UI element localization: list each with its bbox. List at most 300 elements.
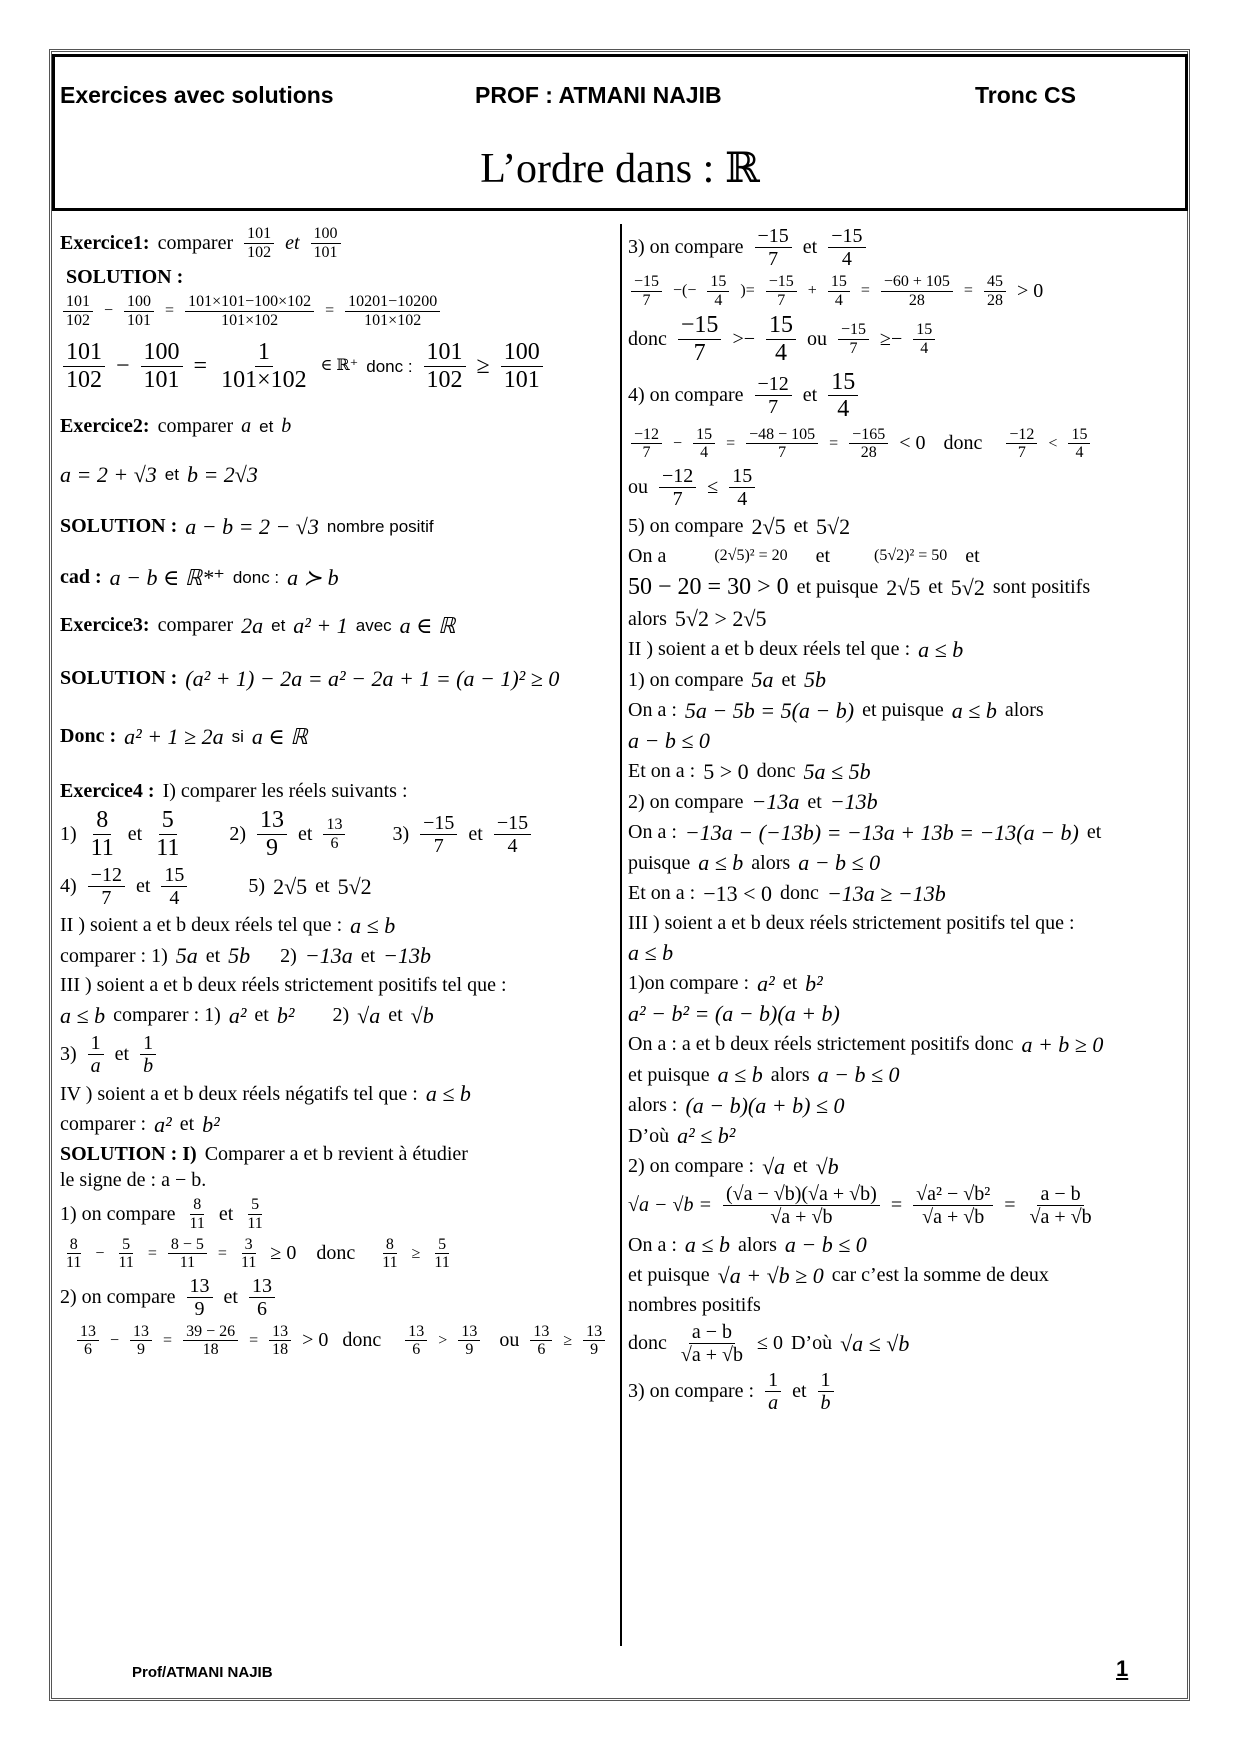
ex4-5b: 5√2 [337,873,372,899]
r3-gt: > 0 [1016,279,1044,302]
rIII-cond: a ≤ b [628,940,674,966]
frac [269,1323,291,1359]
ex4-III-compare [60,1002,620,1030]
rII-ona2 [628,819,1180,847]
donc3-label: Donc : [60,724,117,747]
sol3-expr: (a² + 1) − 2a = a² − 2a + 1 = (a − 1)² ≥ 0 [185,666,560,692]
frac-num: 45 [984,273,1006,292]
frac-den: 101 [143,366,180,393]
frac-den: 9 [465,1341,474,1359]
frac-den: 11 [179,1254,196,1272]
rIII-alors2-label: alors : [628,1094,678,1117]
frac [244,1196,265,1232]
ex4-III-sb: √b [410,1002,434,1028]
frac-num: 5 [119,1236,133,1255]
rIII-alors: alors [770,1063,810,1086]
frac-den: 9 [194,1297,205,1320]
frac-num: 101 [424,339,466,366]
frac-den: 11 [382,1254,398,1272]
frac [984,273,1006,309]
frac [881,273,953,309]
frac-den: 4 [920,339,929,357]
s1-ge: ≥ 0 [270,1242,297,1265]
ex1-calc-frac [501,339,543,393]
ex4-item-3: 3) [392,822,410,845]
frac-num: 15 [729,465,755,488]
frac-num: 8 [383,1236,397,1255]
frac-den: 4 [507,834,518,857]
frac-den: 4 [1075,444,1084,462]
rII-5: 5 > 0 [703,758,749,784]
frac [238,1236,259,1272]
rIII-cond: a ≤ b [684,1232,730,1258]
donc3-expr: a² + 1 ≥ 2a [124,723,224,749]
frac [115,1236,136,1272]
et: et [388,1004,403,1027]
frac [494,812,531,857]
ex1-calc-frac [63,339,105,393]
frac-den: 7 [642,291,651,309]
rII-amb-expr: a − b ≤ 0 [628,728,710,754]
rIII-ona-text: On a : a et b deux réels strictement positifs donc [628,1033,1014,1056]
rIII-cond: a ≤ b [717,1062,763,1088]
ex2-statement [60,413,620,439]
ex4-row1 [60,807,620,861]
rII-puisque2 [628,849,1180,877]
ex4-III [60,973,620,999]
rII-cond: a ≤ b [951,697,997,723]
frac-den: √a + √b [922,1206,985,1229]
ex3-2a: 2a [241,612,264,638]
frac-num: 15 [707,273,729,292]
ex1-frac2 [311,225,341,261]
header-right: Tronc CS [975,82,1076,108]
ex4-5a: 2√5 [273,873,308,899]
frac [755,225,792,270]
ex4-III-3 [60,1032,620,1077]
rIII-amb: a − b ≤ 0 [817,1062,900,1088]
r4-ou: ou $\frac{-12}{7}$ ≤ $\frac{15}{4}$ [628,465,1180,510]
page-number: 1 [1116,1656,1129,1681]
frac [420,812,457,857]
frac [707,273,729,309]
r5-alors [628,605,1180,633]
r4-line [628,369,1180,423]
et: et [315,874,330,897]
rII-1 [628,666,1180,694]
rII-ona [628,697,1180,725]
frac-num: 15 [693,426,715,445]
rIII-nombres: nombres positifs [628,1293,761,1316]
frac [1026,1183,1094,1228]
frac-num: −12 [659,465,696,488]
rIII-dou [628,1122,1180,1150]
ex1-calc-frac [63,293,93,329]
frac [913,321,935,357]
rII-donc: donc [756,760,796,783]
frac-den: 101×102 [221,311,279,329]
rII-text: II ) soient a et b deux réels tel que : [628,638,911,661]
sol2-note: nombre positif [326,516,434,536]
rIII-ona2 [628,1231,1180,1259]
s2-calc: $\frac{13}{6}$ − $\frac{13}{9}$ = $\frac{39 - 26}{18}$ = $\frac{13}{18}$ > 0 donc $\frac{13}{6}$ > $\frac{13}{9}$ ou $\frac{13}{6}$ ≥ $\frac{13}{9}$ [60,1323,620,1359]
r5-alors-label: alors [628,607,667,630]
rIII-2 [628,1153,1180,1181]
frac-den: 6 [330,834,339,852]
frac-num: −12 [631,426,662,445]
frac-num: −15 [494,812,531,835]
frac-den: 11 [156,834,180,861]
frac [729,465,755,510]
frac-den: 18 [272,1341,289,1359]
ex2-def-et: et [164,465,179,485]
ex3-label: Exercice3: [60,613,150,636]
frac [257,807,287,861]
frac-num: 100 [124,293,154,312]
sol2-expr: a − b = 2 − √3 [185,513,319,539]
ex4-III-cond: a ≤ b [60,1002,106,1028]
spacer [60,595,620,609]
rII-1b: 5b [803,667,826,693]
ex4-label: Exercice4 : [60,779,155,802]
rII-res1: 5a ≤ 5b [803,758,871,784]
frac-den: 6 [412,1341,421,1359]
rIII-apb: a + b ≥ 0 [1021,1031,1104,1057]
frac [63,1236,84,1272]
ex2-a: a [241,414,252,437]
frac-den: 7 [433,834,444,857]
frac-num: −165 [849,426,888,445]
frac-num: 1 [88,1032,104,1055]
frac-den: 7 [777,291,786,309]
frac-num: 13 [269,1323,291,1342]
frac [130,1323,152,1359]
rII-ona-label: On a : [628,699,677,722]
donc3-si: si [231,726,244,746]
frac-den: √a + √b [770,1206,833,1229]
et: et [179,1113,195,1136]
frac-den: 18 [202,1341,219,1359]
ex4-III-text: III ) soient a et b deux réels strictement positifs tel que : [60,974,507,997]
rII-2 [628,788,1180,816]
frac [88,1032,104,1077]
rIII-3 [628,1369,1180,1414]
rII-ona2-label: On a : [628,821,677,844]
r5-a: 2√5 [751,513,786,539]
frac-num: 100 [311,225,341,244]
frac-num: 100 [141,339,183,366]
et: et [802,236,818,258]
ex1-text: comparer [157,231,234,254]
rIII-res: a² ≤ b² [677,1123,736,1149]
rIII-eq-line [628,1000,1180,1028]
ex4-II [60,912,620,940]
ex1-et: et [285,231,300,254]
frac-den: 7 [849,339,858,357]
rII-eton-label: Et on a : [628,760,696,783]
rIII-3-label: 3) on compare : [628,1380,755,1403]
frac-den: 28 [860,444,877,462]
rIII-sa: √a [762,1153,786,1179]
ex4-IV-compare [60,1111,620,1139]
et: et [782,972,798,995]
rIII-alors2 [628,1092,1180,1120]
frac-num: 1 [765,1369,781,1392]
ex2-text: comparer [157,414,234,437]
ex1-calc-frac [345,293,440,329]
ex3-statement [60,612,620,640]
ex4-statement [60,778,620,804]
s1-label: 1) on compare [60,1203,176,1226]
ex4-III-sa: √a [357,1002,381,1028]
ex2-def-b: b = 2√3 [186,462,258,488]
frac [140,1032,156,1077]
r5-diff: 50 − 20 = 30 > 0 [628,574,789,601]
frac [530,1323,552,1359]
sol3-line [60,665,620,693]
frac [913,1183,993,1228]
frac [183,1323,238,1359]
footer-author: Prof/ATMANI NAJIB [132,1664,273,1681]
frac-num: −15 [678,312,722,339]
r5-l3 [628,572,1180,602]
frac [766,273,797,309]
frac-num: 5 [435,1236,449,1255]
frac-den: 102 [426,366,463,393]
ex1-statement [60,225,620,261]
rII-2a: −13a [751,789,800,815]
frac [88,864,125,909]
rIII-donc-label: donc [628,1332,667,1355]
rII-alors2: alors [751,851,791,874]
rIII-puisque2-label: et puisque [628,1264,710,1287]
rII-eq2: −13a − (−13b) = −13a + 13b = −13(a − b) [684,819,1079,845]
rII-eq: 5a − 5b = 5(a − b) [684,697,855,723]
frac [631,273,662,309]
et: et [127,822,143,845]
rII-line [628,636,1180,664]
rII-1a: 5a [751,667,774,693]
ex4-item-4: 4) [60,874,77,897]
frac-den: 9 [590,1341,599,1359]
frac-den: 7 [778,444,787,462]
frac-den: 11 [189,1215,205,1233]
frac [323,816,345,852]
ex4-II-text: II ) soient a et b deux réels tel que : [60,914,343,937]
ex4-II-compare [60,942,620,970]
frac-num: 13 [130,1323,152,1342]
ex1-calc-frac [124,293,154,329]
frac-den: 101×102 [221,366,307,393]
frac-num: 8 − 5 [168,1236,207,1255]
ex4-III-2: 2) [332,1004,350,1027]
ex1-calc-frac [218,339,310,393]
ex3-a2: a² + 1 [293,612,348,638]
s2-label: 2) on compare [60,1285,176,1308]
donc3-in: a ∈ ℝ [251,723,308,749]
frac-num: 15 [1068,426,1090,445]
frac-den: 11 [434,1254,450,1272]
frac [838,321,869,357]
frac-den: 9 [266,834,278,861]
frac [631,426,662,462]
et: et [135,874,151,897]
frac-num: (√a − √b)(√a + √b) [723,1183,880,1206]
cad-expr: a − b ∈ ℝ*⁺ [109,565,225,591]
frac-num: 5 [159,807,177,834]
rIII-sum: √a + √b ≥ 0 [717,1262,824,1288]
frac-den: 7 [768,248,779,270]
r5-b: 5√2 [816,513,851,539]
ex4-IV-cond: a ≤ b [425,1081,471,1107]
rII-alors: alors [1004,699,1044,722]
frac-den: 11 [66,1254,82,1272]
frac-den: 7 [101,886,112,909]
rIII-1 [628,970,1180,998]
frac [1068,426,1090,462]
frac-num: 13 [187,1275,213,1298]
rII-donc2: donc [780,882,819,905]
frac-num: 13 [583,1323,605,1342]
frac [828,273,850,309]
solI-label: SOLUTION : I) [60,1142,197,1165]
rIII-res2: √a ≤ √b [840,1331,910,1357]
ex1-frac1 [244,225,274,261]
ex3-text: comparer [157,613,234,636]
frac-den: a [768,1392,779,1415]
frac-den: 28 [908,291,925,309]
sol2-label: SOLUTION : [60,514,178,537]
frac-num: 15 [913,321,935,340]
frac-den: 11 [240,1254,257,1272]
ex3-avec: avec [355,615,392,635]
et: et [793,1155,808,1178]
sol3-label: SOLUTION : [60,667,178,690]
frac-num: 13 [458,1323,480,1342]
frac-num: −48 − 105 [746,426,818,445]
frac-num: −12 [755,373,792,396]
rIII-puisque [628,1061,1180,1089]
et: et [807,790,822,813]
ex1-label: Exercice1: [60,231,150,254]
r3-line [628,225,1180,270]
ex1-calc-frac [141,339,183,393]
ex4-IV-b2: b² [202,1111,220,1137]
rIII-amb2: a − b ≤ 0 [784,1232,867,1258]
r5-positifs: sont positifs [992,575,1091,598]
r4-donc: donc [943,432,983,455]
ex4-item-2: 2) [229,822,246,845]
rIII-dou2: D’où [790,1332,833,1355]
frac-num: a − b [689,1321,735,1344]
rIII-cond-line [628,939,1180,967]
et: et [254,1004,269,1027]
frac [379,1236,400,1272]
et: et [468,822,483,845]
rII-1-label: 1) on compare [628,668,744,691]
frac-den: 7 [642,444,651,462]
ex4-II-cmp: comparer : 1) [60,944,168,967]
frac-num: 101×101−100×102 [185,293,314,312]
rIII-text: III ) soient a et b deux réels strictement positifs tel que : [628,911,1075,934]
rII-cond: a ≤ b [698,850,744,876]
frac-den: 11 [247,1215,263,1233]
rIII-puisque2 [628,1262,1180,1290]
frac-num: −15 [766,273,797,292]
ex4-II-2: 2) [280,944,297,967]
frac-den: 11 [90,834,114,861]
frac [818,1369,834,1414]
et: et [965,544,980,567]
ex4-IV-cmp: comparer : [60,1113,147,1136]
ex2-b: b [281,414,292,437]
frac-num: 15 [766,312,796,339]
frac-num: 39 − 26 [183,1323,238,1342]
r5-a: 2√5 [886,574,921,600]
rIII-eq2: √a − √b = $\frac{(√a - √b)(√a + √b)}{√a + √b}$ = $\frac{\text{√a² − √b²}}{√a + √b}$ = $\frac{a - b}{√a + √b}$ [628,1183,1180,1228]
frac-num: 15 [161,864,187,887]
ex4-II-5b: 5b [228,943,251,969]
frac-num: 15 [828,369,858,396]
s1-calc: $\frac{8}{11}$ − $\frac{5}{11}$ = $\frac{8 - 5}{11}$ = $\frac{3}{11}$ ≥ 0 donc $\frac{8}{11}$ ≥ $\frac{5}{11}$ [60,1236,620,1272]
ex4-III-b2: b² [276,1002,295,1028]
frac [828,225,865,270]
rII-eton2-label: Et on a : [628,882,696,905]
rII-cond: a ≤ b [918,636,964,662]
frac-num: −15 [631,273,662,292]
frac [1006,426,1037,462]
r4-ou-label: ou [628,475,648,498]
frac-num: −15 [828,225,865,248]
et: et [802,384,818,407]
frac-den: 28 [986,291,1003,309]
frac-den: 102 [66,366,102,393]
ex3-in: a ∈ ℝ [399,612,456,638]
frac-num: 13 [257,807,287,834]
ex1-donc: donc : [366,356,413,376]
frac [77,1323,99,1359]
ex4-II-cond: a ≤ b [350,912,396,938]
cad-donc: donc : [232,568,280,588]
frac-den: 4 [700,444,709,462]
frac-den: 101×102 [364,311,422,329]
r5-result: 5√2 > 2√5 [674,606,767,632]
rIII-a2: a² [757,970,775,996]
ex4-IV-a2: a² [154,1111,172,1137]
frac [458,1323,480,1359]
ex4-III-cmp: comparer : 1) [113,1004,221,1027]
frac-num: 1 [140,1032,156,1055]
frac-den: 6 [256,1297,267,1320]
frac-num: 8 [93,807,111,834]
ex4-III-3-label: 3) [60,1043,77,1066]
frac [849,426,888,462]
et: et [928,575,943,598]
frac-num: 15 [828,273,850,292]
frac-den: 4 [169,886,180,909]
ex1-calc-frac [185,293,314,329]
frac-den: 102 [66,311,90,329]
frac-num: 5 [248,1196,262,1215]
cad-label: cad : [60,566,102,589]
r3-donc-label: donc [628,327,667,350]
frac-num: −60 + 105 [881,273,953,292]
r5-puisque: et puisque [796,575,879,598]
rIII-alors3: alors [737,1233,777,1256]
frac-den: 4 [714,291,723,309]
frac-den: 4 [837,396,850,423]
et: et [793,515,809,538]
